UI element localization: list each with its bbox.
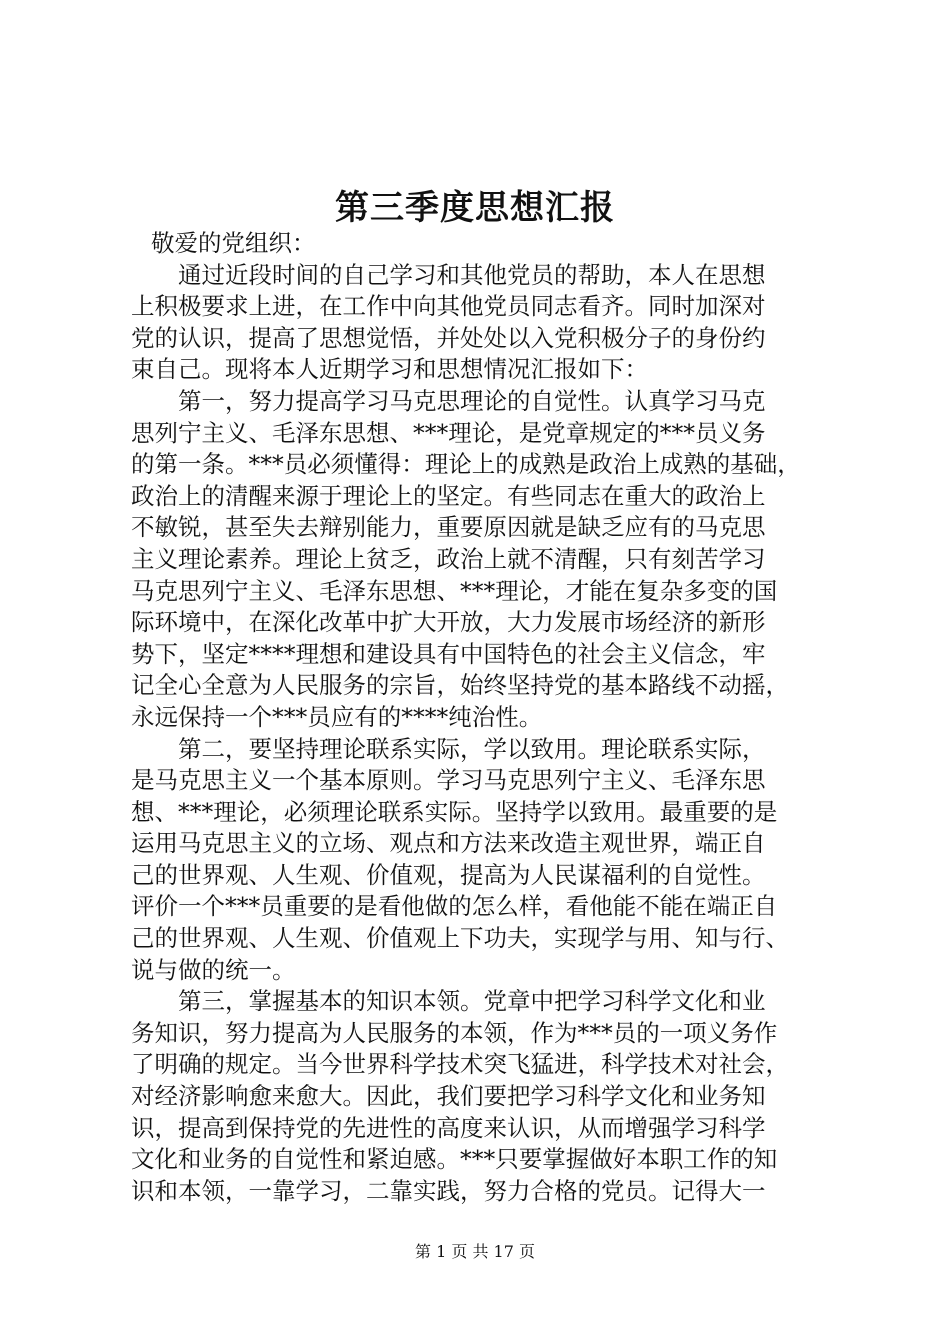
text-line: 想、***理论，必须理论联系实际。坚持学以致用。最重要的是 [131, 797, 778, 826]
text-line: 党的认识，提高了思想觉悟，并处处以入党积极分子的身份约 [131, 323, 766, 352]
text-line: 第三，掌握基本的知识本领。党章中把学习科学文化和业 [178, 987, 766, 1016]
text-line: 际环境中，在深化改革中扩大开放，大力发展市场经济的新形 [131, 608, 766, 637]
text-line: 识和本领，一靠学习，二靠实践，努力合格的党员。记得大一 [131, 1176, 766, 1205]
text-line: 评价一个***员重要的是看他做的怎么样，看他能不能在端正自 [131, 892, 778, 921]
text-line: 上积极要求上进，在工作中向其他党员同志看齐。同时加深对 [131, 292, 766, 321]
text-line: 说与做的统一。 [131, 955, 296, 984]
paragraph-lines [131, 260, 831, 1208]
text-line: 的第一条。***员必须懂得：理论上的成熟是政治上成熟的基础， [131, 450, 801, 479]
text-line: 文化和业务的自觉性和紧迫感。***只要掌握做好本职工作的知 [131, 1145, 778, 1174]
salutation: 敬爱的党组织： [151, 229, 316, 257]
text-line: 永远保持一个***员应有的****纯治性。 [131, 702, 543, 731]
text-line: 记全心全意为人民服务的宗旨，始终坚持党的基本路线不动摇， [131, 671, 789, 700]
text-line: 不敏锐，甚至失去辩别能力，重要原因就是缺乏应有的马克思 [131, 513, 766, 542]
text-line: 了明确的规定。当今世界科学技术突飞猛进，科学技术对社会， [131, 1050, 789, 1079]
text-line: 主义理论素养。理论上贫乏，政治上就不清醒，只有刻苦学习 [131, 544, 766, 573]
text-line: 对经济影响愈来愈大。因此，我们要把学习科学文化和业务知 [131, 1082, 766, 1111]
text-line: 通过近段时间的自己学习和其他党员的帮助，本人在思想 [178, 260, 766, 289]
text-line: 第二，要坚持理论联系实际，学以致用。理论联系实际， [178, 734, 766, 763]
text-line: 马克思列宁主义、毛泽东思想、***理论，才能在复杂多变的国 [131, 576, 778, 605]
page-footer: 第 1 页 共 17 页 [415, 1242, 535, 1261]
text-line: 思列宁主义、毛泽东思想、***理论，是党章规定的***员义务 [131, 418, 766, 447]
text-line: 运用马克思主义的立场、观点和方法来改造主观世界，端正自 [131, 829, 766, 858]
document-body [131, 228, 831, 1207]
text-line: 第一，努力提高学习马克思理论的自觉性。认真学习马克 [178, 386, 766, 415]
text-line: 己的世界观、人生观、价值观上下功夫，实现学与用、知与行、 [131, 924, 789, 953]
document-title: 第三季度思想汇报 [335, 188, 615, 228]
text-line: 务知识，努力提高为人民服务的本领，作为***员的一项义务作 [131, 1018, 778, 1047]
text-line: 己的世界观、人生观、价值观，提高为人民谋福利的自觉性。 [131, 860, 766, 889]
text-line: 势下，坚定****理想和建设具有中国特色的社会主义信念，牢 [131, 639, 766, 668]
text-line: 政治上的清醒来源于理论上的坚定。有些同志在重大的政治上 [131, 481, 766, 510]
text-line: 识，提高到保持党的先进性的高度来认识，从而增强学习科学 [131, 1113, 766, 1142]
text-line: 是马克思主义一个基本原则。学习马克思列宁主义、毛泽东思 [131, 766, 766, 795]
text-line: 束自己。现将本人近期学习和思想情况汇报如下： [131, 355, 648, 384]
